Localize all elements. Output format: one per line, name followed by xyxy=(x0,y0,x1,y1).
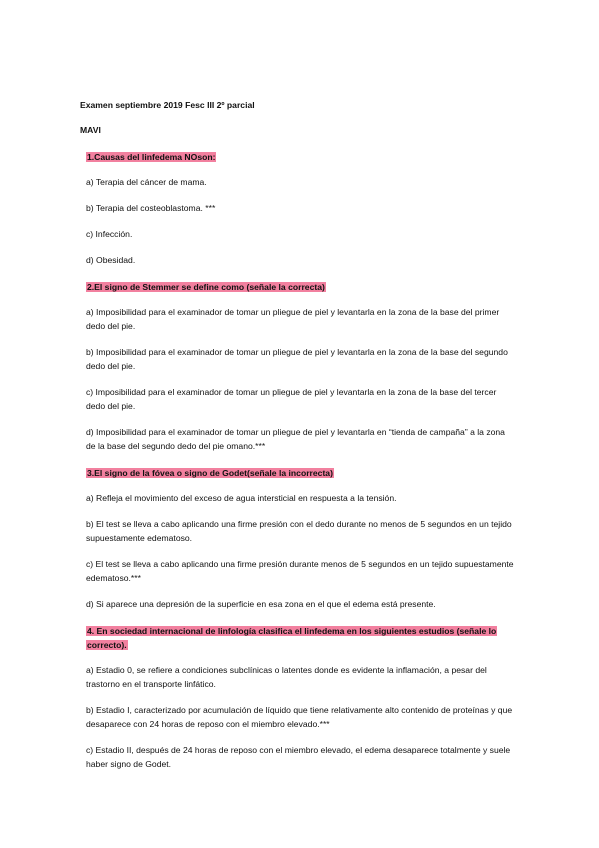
question-1-option-c: c) Infección. xyxy=(86,229,133,239)
question-1 xyxy=(86,150,516,267)
question-2-option-d: d) Imposibilidad para el examinador de tomar un pliegue de piel y levantarla en “tienda de campaña” a la zona de la base del segundo dedo del pie omano.*** xyxy=(86,427,505,451)
question-4-heading: 4. En sociedad internacional de linfología clasifica el linfedema en los siguientes estudios (señale lo correcto). xyxy=(87,626,497,650)
question-heading xyxy=(86,466,516,480)
question-2-option-a: a) Imposibilidad para el examinador de tomar un pliegue de piel y levantarla en la zona de la base del primer dedo del pie. xyxy=(86,307,500,331)
question-4 xyxy=(86,624,516,771)
question-2-option-b: b) Imposibilidad para el examinador de tomar un pliegue de piel y levantarla en la zona de la base del segundo dedo del pie. xyxy=(86,347,508,371)
exam-title: Examen septiembre 2019 Fesc III 2º parcial xyxy=(80,100,255,110)
question-4-option-a: a) Estadio 0, se refiere a condiciones subclínicas o latentes donde es evidente la inflamación, a pesar del trastorno en el transporte linfático. xyxy=(86,665,487,689)
question-3-option-b: b) El test se lleva a cabo aplicando una firme presión con el dedo durante no menos de 5 segundos en un tejido supuestamente edematoso. xyxy=(86,519,512,543)
question-heading xyxy=(86,624,516,652)
question-1-option-d: d) Obesidad. xyxy=(86,255,136,265)
question-1-heading: 1.Causas del linfedema NOson: xyxy=(87,152,216,162)
question-3-option-a: a) Refleja el movimiento del exceso de agua intersticial en respuesta a la tensión. xyxy=(86,493,397,503)
question-heading xyxy=(86,150,516,164)
exam-subject: MAVI xyxy=(80,125,101,135)
question-1-option-a: a) Terapia del cáncer de mama. xyxy=(86,177,207,187)
question-heading xyxy=(86,280,516,294)
question-2-option-c: c) Imposibilidad para el examinador de tomar un pliegue de piel y levantarla en la zona de la base del tercer dedo del pie. xyxy=(86,387,497,411)
question-3-option-d: d) Si aparece una depresión de la superficie en esa zona en el que el edema está presente. xyxy=(86,599,436,609)
question-3 xyxy=(86,466,516,611)
document-content xyxy=(80,99,516,784)
question-3-option-c: c) El test se lleva a cabo aplicando una firme presión durante menos de 5 segundos en un tejido supuestamente edematoso.*** xyxy=(86,559,514,583)
question-1-option-b: b) Terapia del costeoblastoma. *** xyxy=(86,203,216,213)
question-4-option-b: b) Estadio I, caracterizado por acumulación de líquido que tiene relativamente alto contenido de proteínas y que desaparece con 24 horas de reposo con el miembro elevado.*** xyxy=(86,705,513,729)
question-2 xyxy=(86,280,516,453)
question-2-heading: 2.El signo de Stemmer se define como (señale la correcta) xyxy=(87,282,325,292)
question-4-option-c: c) Estadio II, después de 24 horas de reposo con el miembro elevado, el edema desaparece totalmente y suele haber signo de Godet. xyxy=(86,745,511,769)
question-3-heading: 3.El signo de la fóvea o signo de Godet(señale la incorrecta) xyxy=(87,468,333,478)
